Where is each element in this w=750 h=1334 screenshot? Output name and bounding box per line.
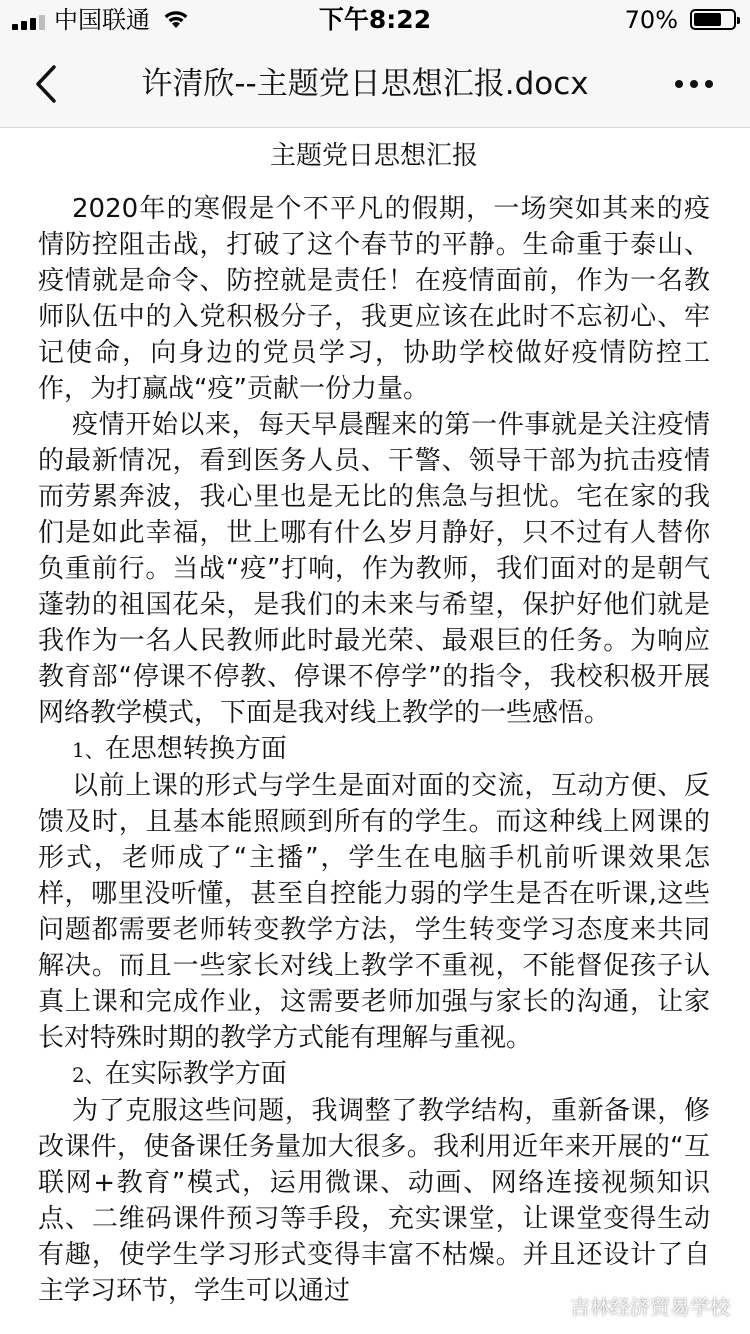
paragraph-2: 疫情开始以来，每天早晨醒来的第一件事就是关注疫情的最新情况，看到医务人员、干警、领导干部为抗击疫情而劳累奔波，我心里也是无比的焦急与担忧。宅在家的我们是如此幸福，世上哪有什么岁月静好，只不过有人替你负重前行。当战“疫”打响，作为教师，我们面对的是朝气蓬勃的祖国花朵，是我们的未来与希望，保护好他们就是我作为一名人民教师此时最光荣、最艰巨的任务。为响应教育部“停课不停教、停课不停学”的指令，我校积极开展网络教学模式，下面是我对线上教学的一些感悟。 — [38, 410, 710, 728]
watermark-text: 吉林经济贸易学校 — [570, 1295, 730, 1319]
document-title: 主题党日思想汇报 — [269, 141, 478, 171]
paragraph-3: 以前上课的形式与学生是面对面的交流，互动方便、反馈及时，且基本能照顾到所有的学生。而这种线上网课的形式，老师成了“主播”，学生在电脑手机前听课效果怎样，哪里没听懂，甚至自控能力弱的学生是否在听课,这些问题都需要老师转变教学方法，学生转变学习态度来共同解决。而且一些家长对线上教学不重视，不能督促孩子认真上课和完成作业，这需要老师加强与家长的沟通，让家长对特殊时期的教学方式能有理解与重视。 — [38, 771, 710, 1053]
carrier-name: 中国联通 — [54, 6, 150, 34]
back-button[interactable] — [22, 58, 70, 110]
paragraph-1: 2020年的寒假是个不平凡的假期，一场突如其来的疫情防控阻击战，打破了这个春节的平静。生命重于泰山、疫情就是命令、防控就是责任！在疫情面前，作为一名教师队伍中的入党积极分子，我更应该在此时不忘初心、牢记使命，向身边的党员学习，协助学校做好疫情防控工作，为打赢战“疫”贡献一份力量。 — [38, 194, 710, 404]
section-heading-2 — [38, 1056, 710, 1093]
document-body[interactable] — [38, 128, 710, 1309]
navigation-bar — [0, 40, 750, 128]
document-filename: 许清欣--主题党日思想汇报.docx — [141, 66, 589, 102]
section-title: 在实际教学方面 — [104, 1059, 287, 1089]
status-bar — [0, 0, 750, 40]
chevron-left-icon — [34, 64, 58, 104]
watermark — [540, 1291, 730, 1320]
more-button[interactable] — [666, 60, 722, 108]
wechat-icon — [540, 1296, 564, 1316]
clock: 下午8:22 — [318, 5, 432, 34]
battery-icon — [690, 9, 736, 30]
battery-percent: 70% — [624, 6, 678, 34]
section-number: 2、 — [72, 1063, 105, 1087]
section-title: 在思想转换方面 — [104, 734, 287, 764]
more-dots-icon — [674, 79, 714, 89]
section-number: 1、 — [72, 738, 105, 762]
section-heading-1 — [38, 731, 710, 768]
paragraph-4: 为了克服这些问题，我调整了教学结构，重新备课，修改课件，使备课任务量加大很多。我利用近年来开展的“互联网+教育”模式，运用微课、动画、网络连接视频知识点、二维码课件预习等手段，充实课堂，让课堂变得生动有趣，使学生学习形式变得丰富不枯燥。并且还设计了自主学习环节，学生可以通过 — [38, 1096, 710, 1306]
